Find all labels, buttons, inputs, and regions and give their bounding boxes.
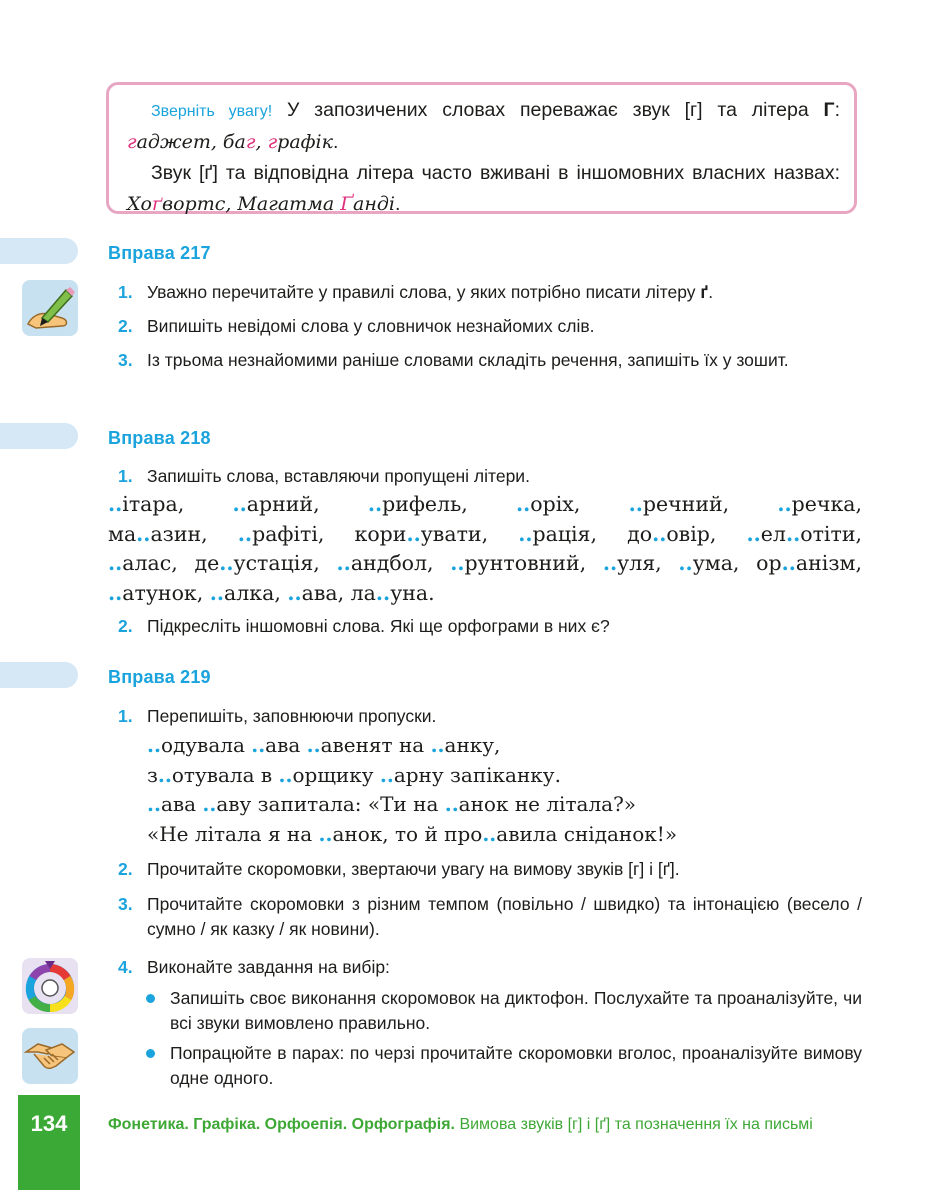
footer-running-title (108, 1116, 813, 1134)
exercise-title-218: Вправа 218 (108, 428, 211, 448)
ex217-item-2: 2. Випишіть невідомі слова у словничок незнайомих слів. (118, 316, 595, 336)
ex219-item-4: 4. Виконайте завдання на вибір: (118, 957, 390, 977)
footer-section: Фонетика. Графіка. Орфоепія. Орфографія. (108, 1116, 455, 1133)
attention-note-box (106, 82, 857, 214)
ex218-word-list: ..ітара, ..арний, ..рифель, ..оріх, ..речний, ..речка, ма..азин, ..рафіті, кори..увати, ..рація, до..овір, ..ел..отіти, ..алас, де..устація, ..андбол, ..рунтовний, ..уля, ..ума, ор..анізм, ..атунок, ..алка, ..ава, ла..уна. (108, 492, 862, 605)
note-attention-label: Зверніть увагу! (151, 103, 273, 120)
bullet-dot-icon (146, 1049, 155, 1058)
note-paragraph-1: Зверніть увагу! У запозичених словах переважає звук [г] та літера Г: гаджет, баг, графік. (127, 99, 840, 153)
ex219-bullet-1: Запишіть своє виконання скоромовок на диктофон. Послухайте та проаналізуйте, чи всі звуки вимовлено правильно. (146, 986, 862, 1036)
ex219-bullet-2: Попрацюйте в парах: по черзі прочитайте скоромовки вголос, проаналізуйте вимову одне одного. (146, 1041, 862, 1091)
footer-topic: Вимова звуків [г] і [ґ] та позначення їх на письмі (459, 1116, 813, 1133)
ex217-item-1: 1. Уважно перечитайте у правилі слова, у яких потрібно писати літеру ґ. (118, 282, 714, 302)
exercise-tab-217 (0, 238, 78, 264)
ex218-item-1: 1. Запишіть слова, вставляючи пропущені літери. (118, 466, 530, 486)
exercise-title-217: Вправа 217 (108, 243, 211, 263)
exercise-tab-218 (0, 423, 78, 449)
pencil-hand-icon (22, 280, 78, 336)
exercise-title-219: Вправа 219 (108, 667, 211, 687)
bullet-dot-icon (146, 994, 155, 1003)
exercise-tab-219 (0, 662, 78, 688)
note-paragraph-2: Звук [ґ] та відповідна літера часто вживані в іншомовних власних назвах: Хоґвортс, Магатма Ґанді. (127, 162, 840, 215)
page-number: 134 (30, 1111, 68, 1136)
ex219-item-1: 1. Перепишіть, заповнюючи пропуски. (118, 706, 437, 726)
ex218-item-2: 2. Підкресліть іншомовні слова. Які ще орфограми в них є? (118, 616, 610, 636)
ex219-item-3: 3. Прочитайте скоромовки з різним темпом (повільно / швидко) та інтонацією (весело / сумно / як казку / як новини). (118, 894, 862, 939)
ex219-item-2: 2. Прочитайте скоромовки, звертаючи увагу на вимову звуків [г] і [ґ]. (118, 859, 680, 879)
handshake-icon (22, 1028, 78, 1084)
color-wheel-icon (22, 958, 78, 1014)
page-number-tab (18, 1095, 80, 1190)
ex219-tongue-twister: ..одувала ..ава ..авенят на ..анку, з..отувала в ..орщику ..арну запіканку. ..ава ..аву запитала: «Ти на ..анок не літала?» «Не літала я на ..анок, то й про..авила сніданок!» (147, 733, 678, 846)
ex217-item-3: 3. Із трьома незнайомими раніше словами складіть речення, запишіть їх у зошит. (118, 350, 789, 370)
